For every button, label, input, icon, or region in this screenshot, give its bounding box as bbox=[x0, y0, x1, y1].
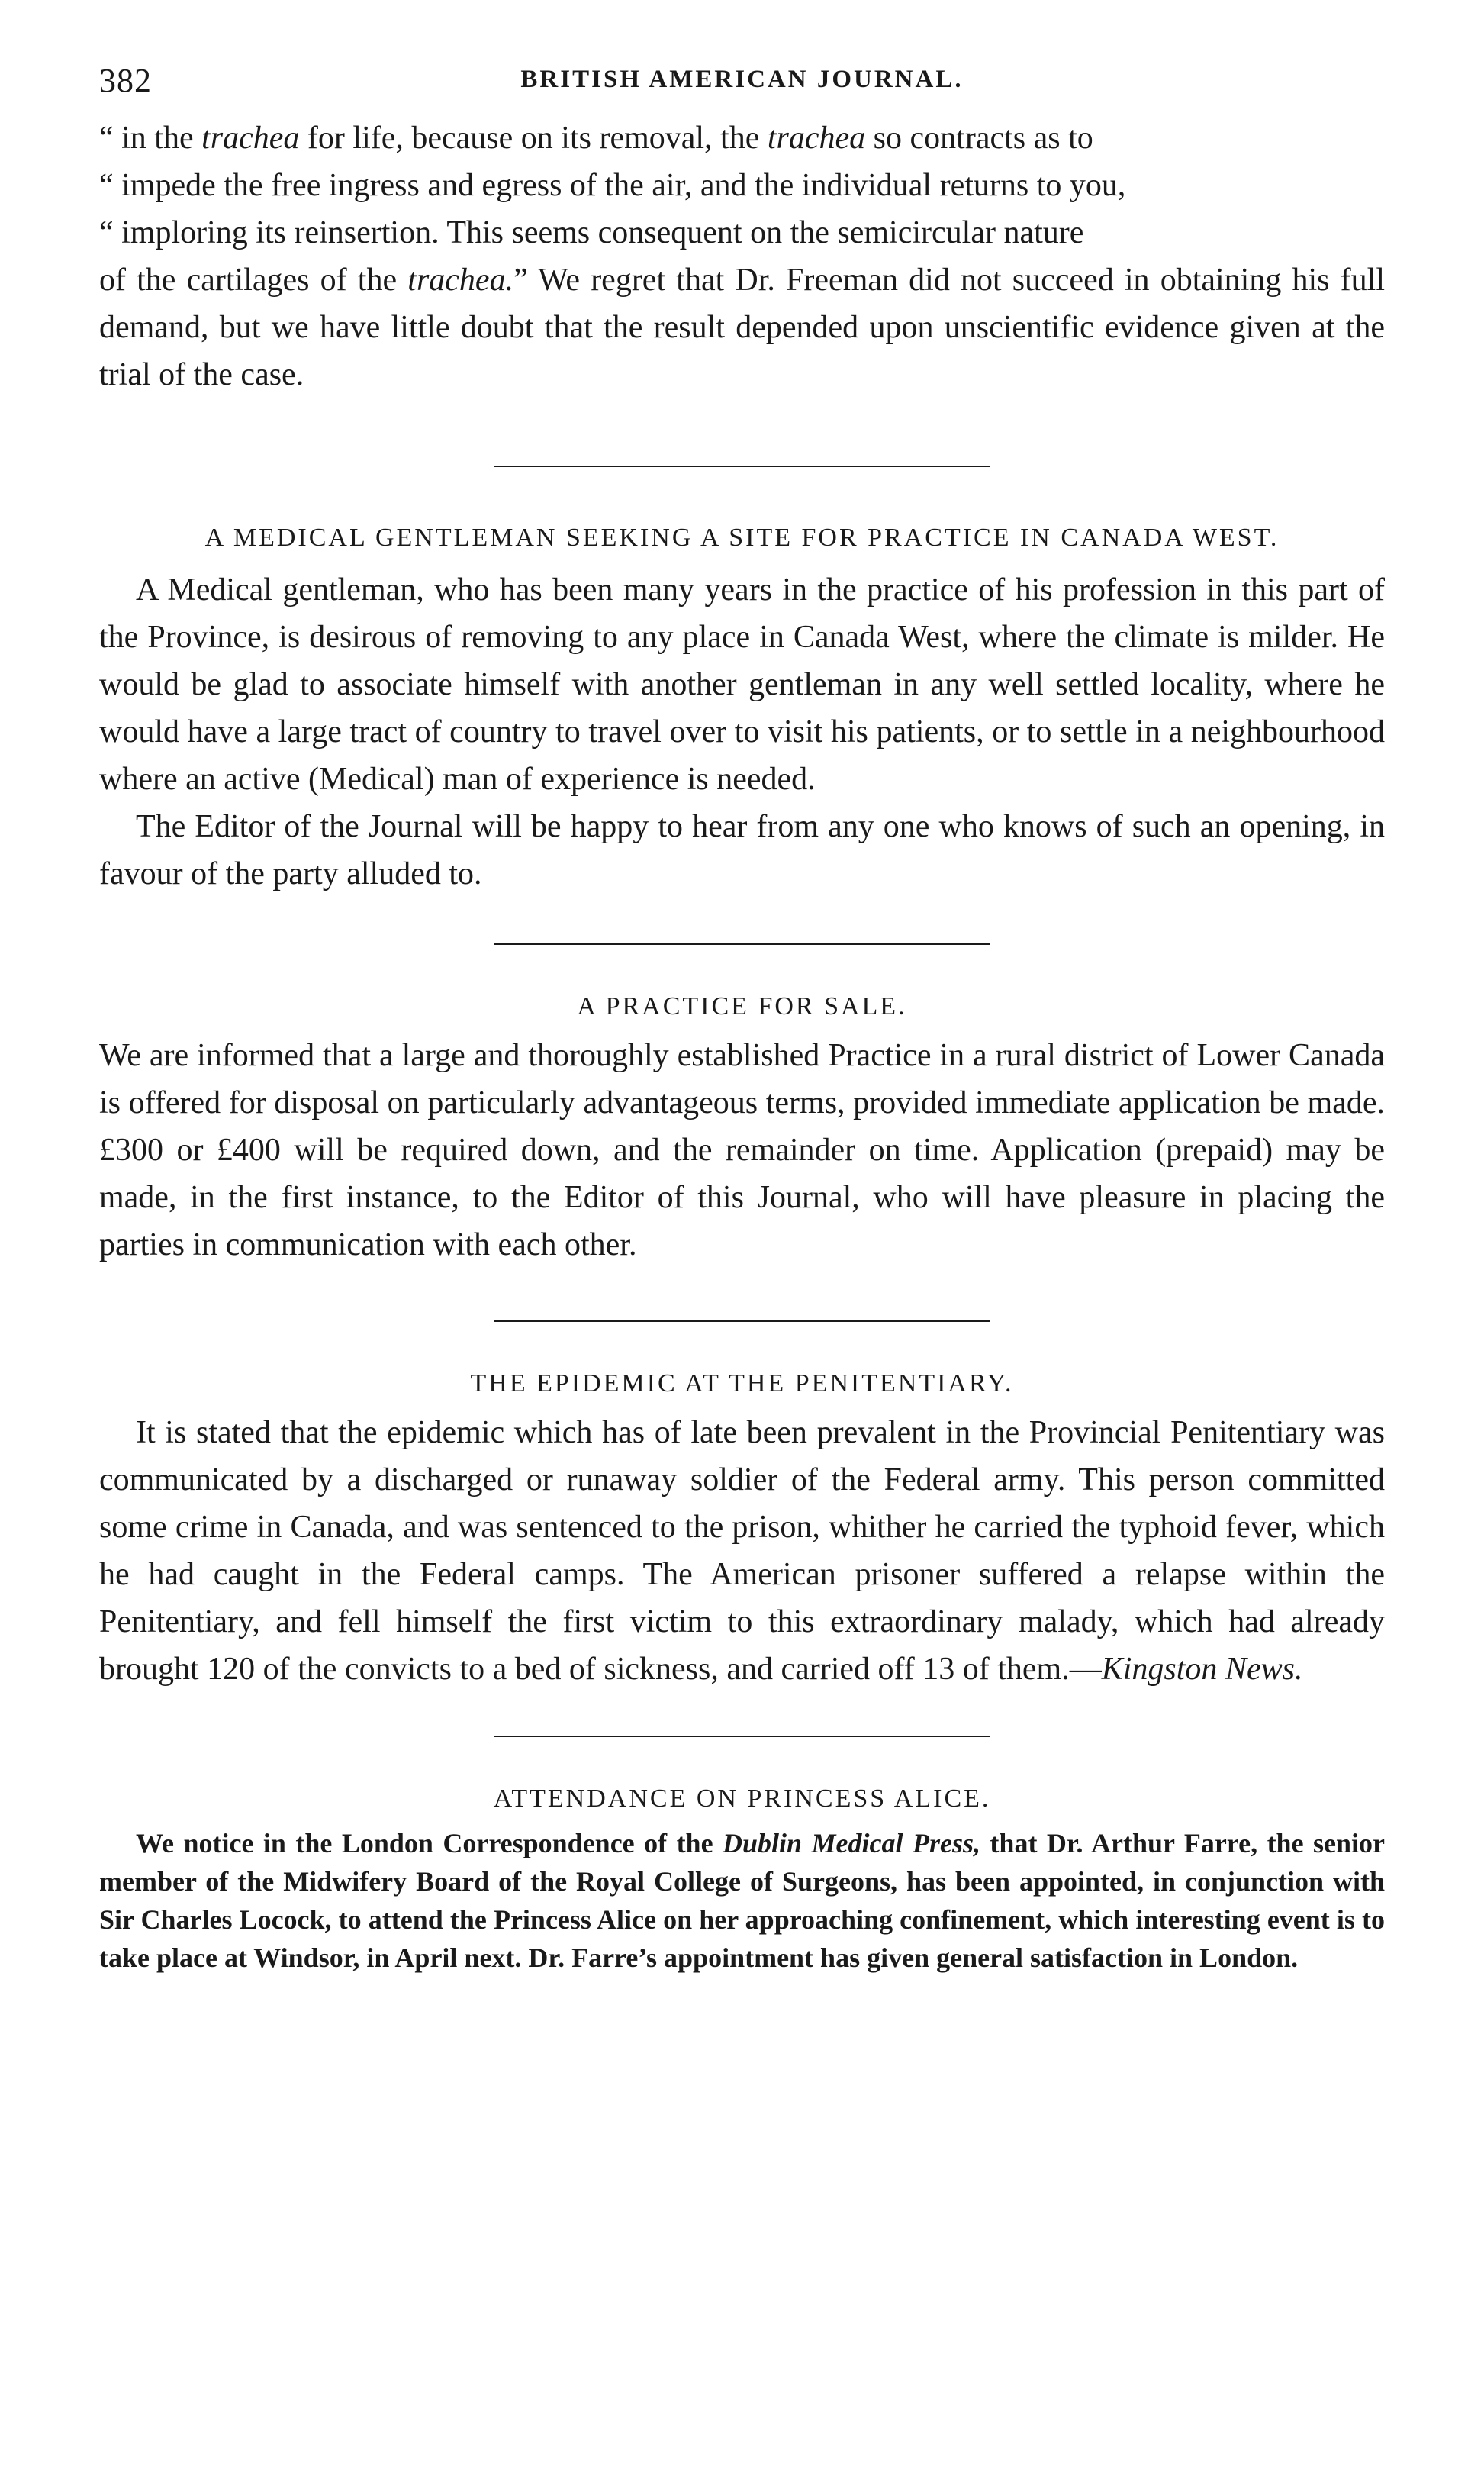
page-number: 382 bbox=[99, 62, 152, 99]
source-citation: Kingston News. bbox=[1101, 1652, 1303, 1687]
section-heading: A PRACTICE FOR SALE. bbox=[577, 992, 907, 1020]
italic-term: trachea bbox=[201, 121, 300, 156]
text-run: of the cartilages of the bbox=[99, 263, 408, 298]
quote-line-2: “ impede the free ingress and egress of the air, and the individual returns to you, bbox=[99, 168, 1126, 203]
italic-term: trachea bbox=[767, 121, 866, 156]
section-princess-alice bbox=[99, 1780, 1385, 1977]
italic-title: Dublin Medical Press, bbox=[723, 1828, 980, 1858]
quote-line-3: “ imploring its reinsertion. This seems consequent on the semicircular nature bbox=[99, 215, 1084, 250]
section-divider bbox=[494, 1320, 990, 1322]
journal-page bbox=[99, 61, 1385, 1977]
section-divider bbox=[494, 1736, 990, 1737]
intro-passage bbox=[99, 114, 1385, 398]
section-heading: ATTENDANCE ON PRINCESS ALICE. bbox=[493, 1784, 991, 1813]
italic-term: trachea. bbox=[407, 263, 514, 298]
section-paragraph: A Medical gentleman, who has been many years in the practice of his profession in this part of the Province, is desirous of removing to any place in Canada West, where the climate is milder. He would be glad to associate himself with another gentleman in any well settled locality, where he would have a large tract of country to travel over to visit his patients, or to settle in a neighbourhood where an active (Medical) man of experience is needed. bbox=[99, 572, 1385, 797]
section-paragraph: The Editor of the Journal will be happy to hear from any one who knows of such an opening, in favour of the party alluded to. bbox=[99, 809, 1385, 891]
journal-title: BRITISH AMERICAN JOURNAL. bbox=[520, 66, 964, 93]
text-run: We notice in the London Correspondence of the bbox=[136, 1828, 723, 1858]
section-divider bbox=[494, 943, 990, 945]
section-divider bbox=[494, 466, 990, 467]
running-head bbox=[99, 61, 1385, 114]
section-medical-gentleman bbox=[99, 519, 1385, 898]
text-run: “ in the bbox=[99, 121, 202, 156]
section-epidemic bbox=[99, 1365, 1385, 1693]
section-heading: A MEDICAL GENTLEMAN SEEKING A SITE FOR PRACTICE IN CANADA WEST. bbox=[204, 524, 1280, 552]
text-run: ” We regret that Dr. Freeman did not succeed in obtaining his full demand, but we have little doubt that the result depended upon unscientific evidence given at the trial of the case. bbox=[99, 263, 1385, 392]
text-run: It is stated that the epidemic which has of late been prevalent in the Provincial Penitentiary was communicated by a discharged or runaway soldier of the Federal army. This person committed some crime in Canada, and was sentenced to the prison, whither he carried the typhoid fever, which he had caught in the Federal camps. The American prisoner suffered a relapse within the Penitentiary, and fell himself the first victim to this extraordinary malady, which had already brought 120 of the convicts to a bed of sickness, and carried off 13 of them.— bbox=[99, 1415, 1385, 1687]
text-run: so contracts as to bbox=[865, 121, 1093, 156]
section-heading: THE EPIDEMIC AT THE PENITENTIARY. bbox=[470, 1369, 1014, 1397]
quote-line-1 bbox=[99, 114, 1385, 162]
section-paragraph bbox=[99, 1409, 1385, 1693]
section-paragraph: We are informed that a large and thoroughly established Practice in a rural district of Lower Canada is offered for disposal on particularly advantageous terms, provided immediate application be made. £300 or £400 will be required down, and the remainder on time. Application (prepaid) may be made, in the first instance, to the Editor of this Journal, who will have pleasure in placing the parties in communication with each other. bbox=[99, 1038, 1385, 1262]
section-practice-for-sale bbox=[99, 988, 1385, 1268]
text-run: that Dr. Arthur Farre, the senior member of the Midwifery Board of the Royal College of Surgeons, has been appointed, in conjunction with Sir Charles Locock, to attend the Princess Alice on her approaching confinement, which interesting event is to take place at Windsor, in April next. Dr. Farre’s appointment has given general satisfaction in London. bbox=[99, 1828, 1386, 1973]
section-paragraph bbox=[99, 1824, 1385, 1977]
text-run: for life, because on its removal, the bbox=[299, 121, 768, 156]
intro-paragraph bbox=[99, 114, 1385, 398]
